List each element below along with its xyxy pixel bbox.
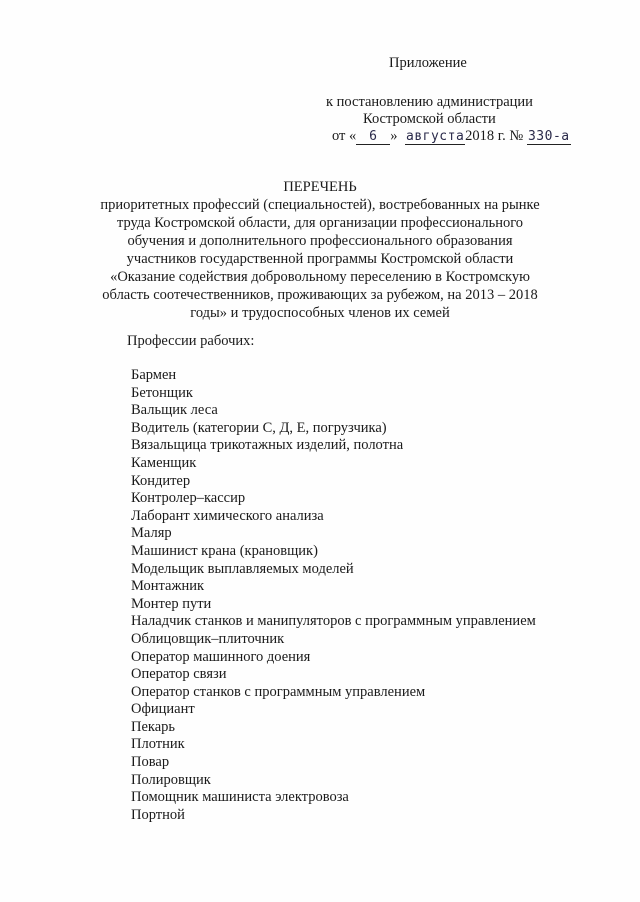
heading-line-6: область соотечественников, проживающих за рубежом, на 2013 – 2018 — [102, 287, 538, 303]
appendix-region-line: Костромской области — [363, 111, 496, 127]
date-year: 2018 г. № — [465, 128, 524, 144]
list-item: Лаборант химического анализа — [131, 507, 324, 524]
heading-line-1: приоритетных профессий (специальностей), востребованных на рынке — [100, 197, 540, 213]
list-item: Помощник машиниста электровоза — [131, 789, 349, 806]
list-item: Машинист крана (крановщик) — [131, 542, 318, 559]
list-item: Бетонщик — [131, 384, 193, 401]
list-item: Оператор связи — [131, 666, 227, 683]
list-item: Монтажник — [131, 578, 205, 595]
list-item: Водитель (категории С, Д, Е, погрузчика) — [131, 419, 387, 436]
heading-line-7: годы» и трудоспособных членов их семей — [190, 305, 450, 321]
list-item: Вязальщица трикотажных изделий, полотна — [131, 437, 404, 454]
list-item: Полировщик — [131, 771, 211, 788]
date-month: августа — [406, 129, 465, 144]
list-item: Кондитер — [131, 472, 191, 489]
heading-line-4: участников государственной программы Костромской области — [126, 251, 514, 267]
appendix-date-line — [332, 128, 571, 145]
heading-line-3: обучения и дополнительного профессионального образования — [127, 233, 513, 249]
date-day: 6 — [356, 130, 390, 145]
professions-list — [131, 367, 536, 824]
heading-line-5: «Оказание содействия добровольному переселению в Костромскую — [110, 269, 530, 285]
list-item: Облицовщик–плиточник — [131, 630, 285, 647]
list-item: Каменщик — [131, 454, 197, 471]
appendix-resolution-line: к постановлению администрации — [326, 94, 533, 110]
list-title: ПЕРЕЧЕНЬ — [283, 179, 357, 195]
list-item: Пекарь — [131, 718, 176, 735]
document-number: 330-а — [527, 129, 570, 144]
list-item: Оператор машинного доения — [131, 648, 311, 665]
list-item: Модельщик выплавляемых моделей — [131, 560, 354, 577]
list-item: Наладчик станков и манипуляторов с программным управлением — [131, 613, 536, 630]
appendix-title: Приложение — [389, 55, 467, 71]
list-item: Повар — [131, 754, 170, 771]
list-item: Плотник — [131, 736, 185, 753]
list-item: Оператор станков с программным управлением — [131, 683, 426, 700]
list-item: Бармен — [131, 367, 177, 383]
list-item: Маляр — [131, 525, 172, 542]
date-mid: » — [390, 128, 398, 144]
list-item: Контролер–кассир — [131, 490, 246, 507]
list-item: Портной — [131, 806, 185, 823]
list-item: Монтер пути — [131, 595, 212, 612]
list-item: Официант — [131, 701, 195, 718]
section-title: Профессии рабочих: — [127, 333, 255, 349]
list-item: Вальщик леса — [131, 402, 218, 419]
heading-line-2: труда Костромской области, для организации профессионального — [116, 215, 524, 231]
date-prefix: от « — [332, 128, 357, 144]
